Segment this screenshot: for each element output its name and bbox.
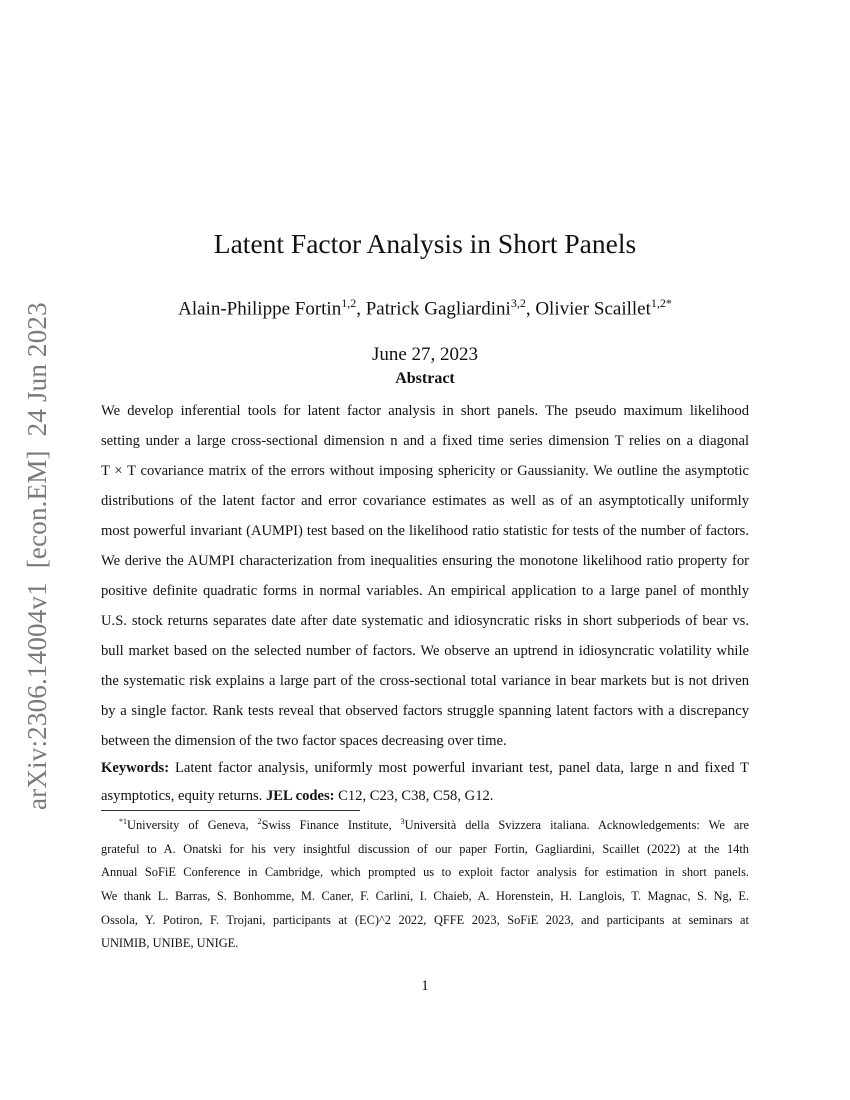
jel-label: JEL codes: xyxy=(265,788,335,804)
abstract-line: We develop inferential tools for latent factor analysis in short panels. The pseudo maximum likelihood xyxy=(101,403,749,419)
footnote-line: Annual SoFiE Conference in Cambridge, which prompted us to exploit factor analysis for estimation in short panels. xyxy=(101,865,749,880)
abstract-line: bull market based on the selected number of factors. We observe an uptrend in idiosyncratic volatility while xyxy=(101,643,749,659)
abstract-line: T × T covariance matrix of the errors without imposing sphericity or Gaussianity. We outline the asymptotic xyxy=(101,463,749,479)
footnote-line xyxy=(101,810,749,838)
abstract-line: U.S. stock returns separates date after date systematic and idiosyncratic risks in short subperiods of bear vs. xyxy=(101,613,749,629)
abstract-line: most powerful invariant (AUMPI) test based on the likelihood ratio statistic for tests of the number of factors. xyxy=(101,523,749,539)
keywords-label: Keywords: xyxy=(101,760,170,776)
footnote-line: We thank L. Barras, S. Bonhomme, M. Caner, F. Carlini, I. Chaieb, A. Horenstein, H. Langlois, T. Magnac, S. Ng, E. xyxy=(101,888,749,903)
abstract-line: between the dimension of the two factor spaces decreasing over time. xyxy=(101,733,507,749)
keywords-block xyxy=(101,754,749,810)
paper-title: Latent Factor Analysis in Short Panels xyxy=(213,228,637,259)
author-affiliation: 1,2 xyxy=(341,296,357,310)
footnote-line: UNIMIB, UNIBE, UNIGE. xyxy=(101,936,239,951)
author-name: Patrick Gagliardini xyxy=(365,298,511,320)
paper-date: June 27, 2023 xyxy=(371,344,479,365)
author-affiliation: 3,2 xyxy=(510,296,526,310)
author-name: Olivier Scaillet xyxy=(535,298,651,320)
footnote-marker: 2 xyxy=(257,817,262,826)
abstract-line: We derive the AUMPI characterization from inequalities ensuring the monotone likelihood ratio property for xyxy=(101,553,749,569)
footnote xyxy=(101,810,749,956)
footnote-marker: 3 xyxy=(400,817,405,826)
page-number: 1 xyxy=(421,978,429,994)
arxiv-stamp: arXiv:2306.14004v1 [econ.EM] 24 Jun 2023 xyxy=(22,302,52,810)
affiliation-text: Swiss Finance Institute, xyxy=(261,818,401,833)
affiliation-text: Università della Svizzera italiana. Acknowledgements: We are xyxy=(404,818,749,833)
author-affiliation: 1,2* xyxy=(650,296,672,310)
abstract-line: distributions of the latent factor and error covariance estimates as well as of an asymptotically uniformly xyxy=(101,493,749,509)
abstract-line: the systematic risk explains a large part of the cross-sectional total variance in bear markets but is not driven xyxy=(101,673,749,689)
footnote-line: Ossola, Y. Potiron, F. Trojani, participants at (EC)^2 2022, QFFE 2023, SoFiE 2023, and participants at seminars at xyxy=(101,912,749,927)
affiliation-text: University of Geneva, xyxy=(127,818,258,833)
author-list: Alain-Philippe Fortin$^{1,2}$, Patrick Gagliardini$^{3,2}$, Olivier Scaillet$^{1,2*}$ xyxy=(178,296,672,320)
keywords-text: asymptotics, equity returns. xyxy=(101,788,263,804)
author-name: Alain-Philippe Fortin xyxy=(178,298,342,320)
abstract-heading: Abstract xyxy=(395,370,455,387)
jel-codes: C12, C23, C38, C58, G12. xyxy=(338,788,494,804)
abstract-line: positive definite quadratic forms in normal variables. An empirical application to a large panel of monthly xyxy=(101,583,749,599)
keywords-line xyxy=(101,754,749,782)
keywords-text: Latent factor analysis, uniformly most powerful invariant test, panel data, large n and fixed T xyxy=(174,760,749,776)
footnote-marker: *1 xyxy=(119,817,127,826)
abstract-body xyxy=(101,396,749,756)
footnote-line: grateful to A. Onatski for his very insightful discussion of our paper Fortin, Gagliardini, Scaillet (2022) at the 14th xyxy=(101,841,749,856)
abstract-line: setting under a large cross-sectional dimension n and a fixed time series dimension T relies on a diagonal xyxy=(101,433,749,449)
abstract-line: by a single factor. Rank tests reveal that observed factors struggle spanning latent factors with a discrepancy xyxy=(101,703,749,719)
keywords-line xyxy=(101,782,749,810)
